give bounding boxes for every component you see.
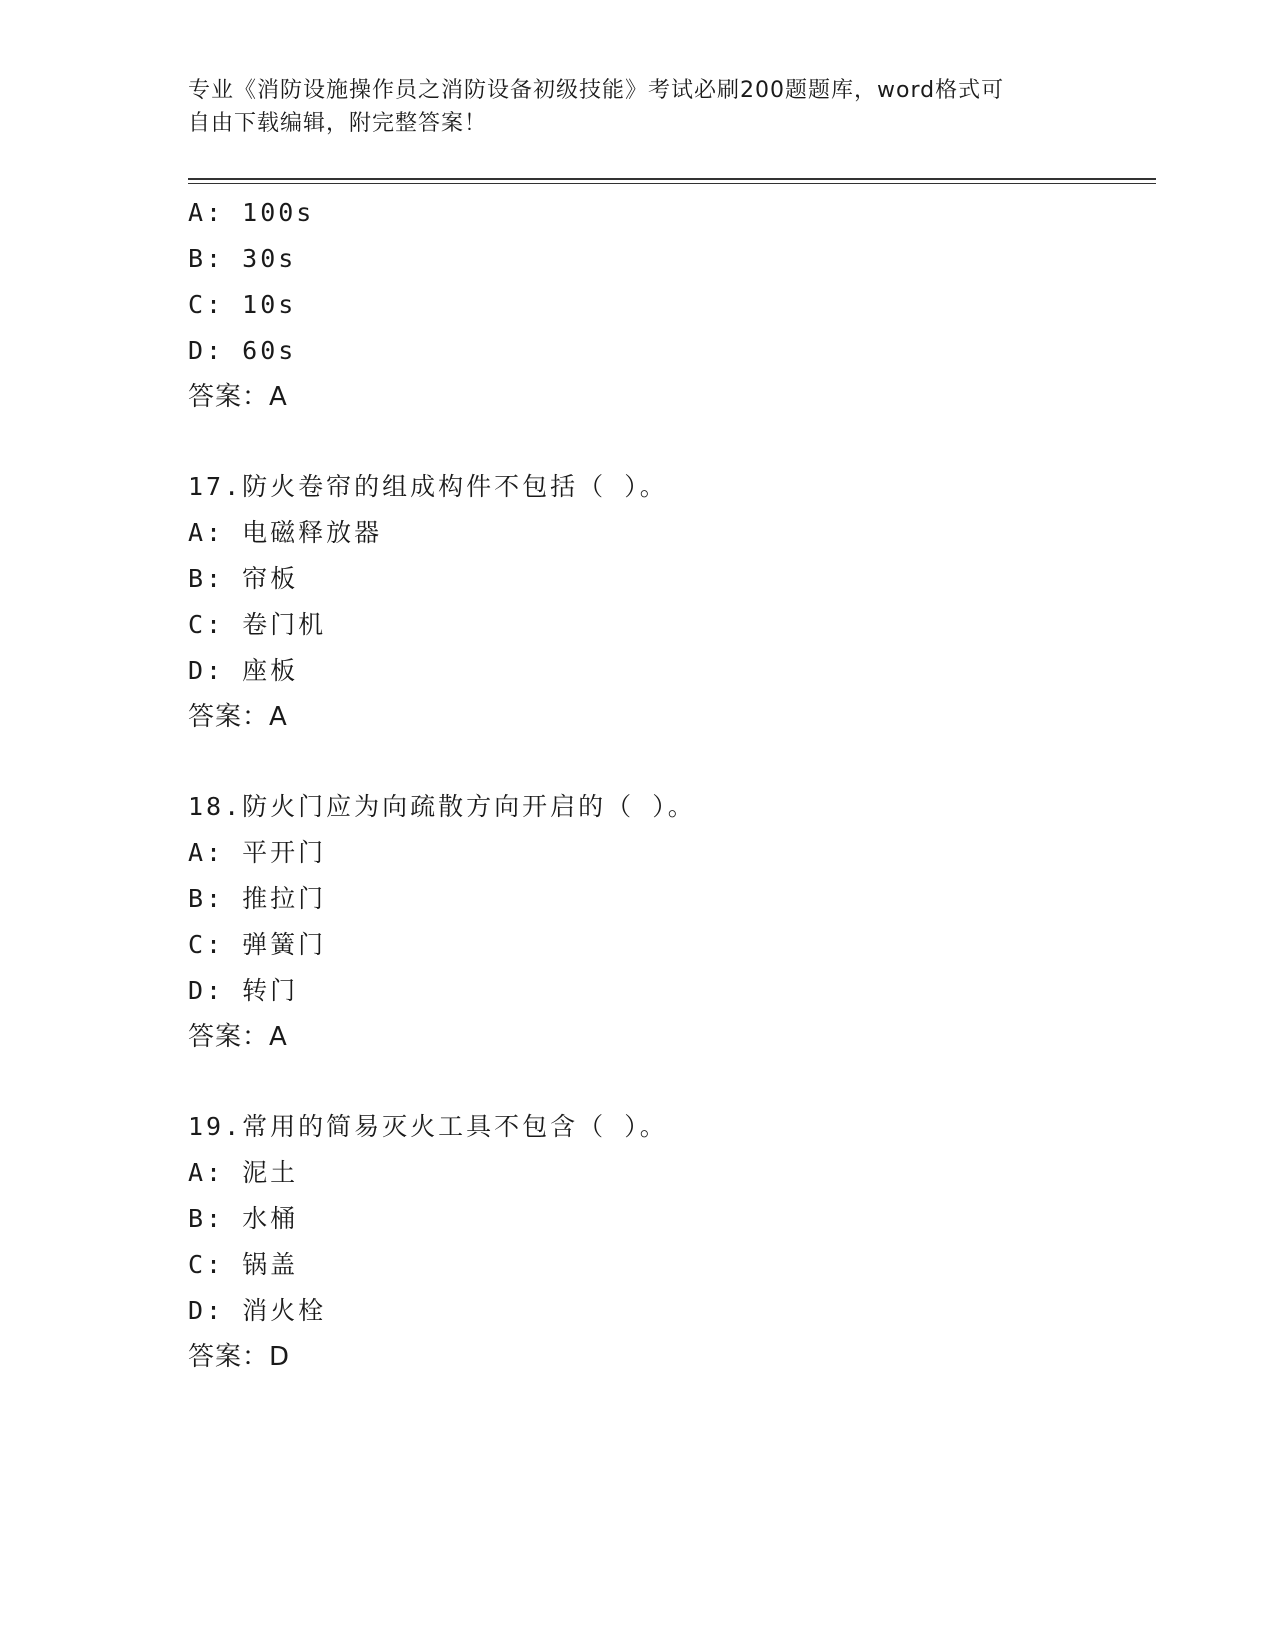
question-list <box>188 190 1156 1380</box>
option-b: B: 30s <box>188 244 297 273</box>
option-b: B: 水桶 <box>188 1204 299 1233</box>
question-stem: 18.防火门应为向疏散方向开启的（ ）。 <box>188 792 696 821</box>
header-divider-thick <box>188 178 1156 180</box>
question-stem: 19.常用的简易灭火工具不包含（ ）。 <box>188 1112 668 1141</box>
option-a: A: 平开门 <box>188 838 327 867</box>
document-header <box>188 74 1088 140</box>
option-c: C: 锅盖 <box>188 1250 299 1279</box>
question-gap <box>188 740 1156 784</box>
question-16 <box>188 190 1156 420</box>
question-18 <box>188 784 1156 1060</box>
option-a: A: 电磁释放器 <box>188 518 383 547</box>
answer-line: 答案：A <box>188 382 288 412</box>
header-divider-thin <box>188 183 1156 184</box>
question-17 <box>188 464 1156 740</box>
answer-line: 答案：D <box>188 1342 291 1372</box>
question-gap <box>188 1060 1156 1104</box>
option-c: C: 10s <box>188 290 297 319</box>
option-b: B: 帘板 <box>188 564 299 593</box>
option-d: D: 座板 <box>188 656 299 685</box>
option-a: A: 100s <box>188 198 315 227</box>
option-b: B: 推拉门 <box>188 884 327 913</box>
answer-line: 答案：A <box>188 1022 288 1052</box>
option-c: C: 卷门机 <box>188 610 327 639</box>
option-d: D: 60s <box>188 336 297 365</box>
header-title-line-2: 自由下载编辑，附完整答案！ <box>188 111 488 136</box>
header-title-line-1: 专业《消防设施操作员之消防设备初级技能》考试必刷200题题库，word格式可 <box>188 78 1005 103</box>
question-gap <box>188 420 1156 464</box>
question-19 <box>188 1104 1156 1380</box>
option-d: D: 转门 <box>188 976 299 1005</box>
question-stem: 17.防火卷帘的组成构件不包括（ ）。 <box>188 472 668 501</box>
answer-line: 答案：A <box>188 702 288 732</box>
option-c: C: 弹簧门 <box>188 930 327 959</box>
option-a: A: 泥土 <box>188 1158 299 1187</box>
option-d: D: 消火栓 <box>188 1296 327 1325</box>
